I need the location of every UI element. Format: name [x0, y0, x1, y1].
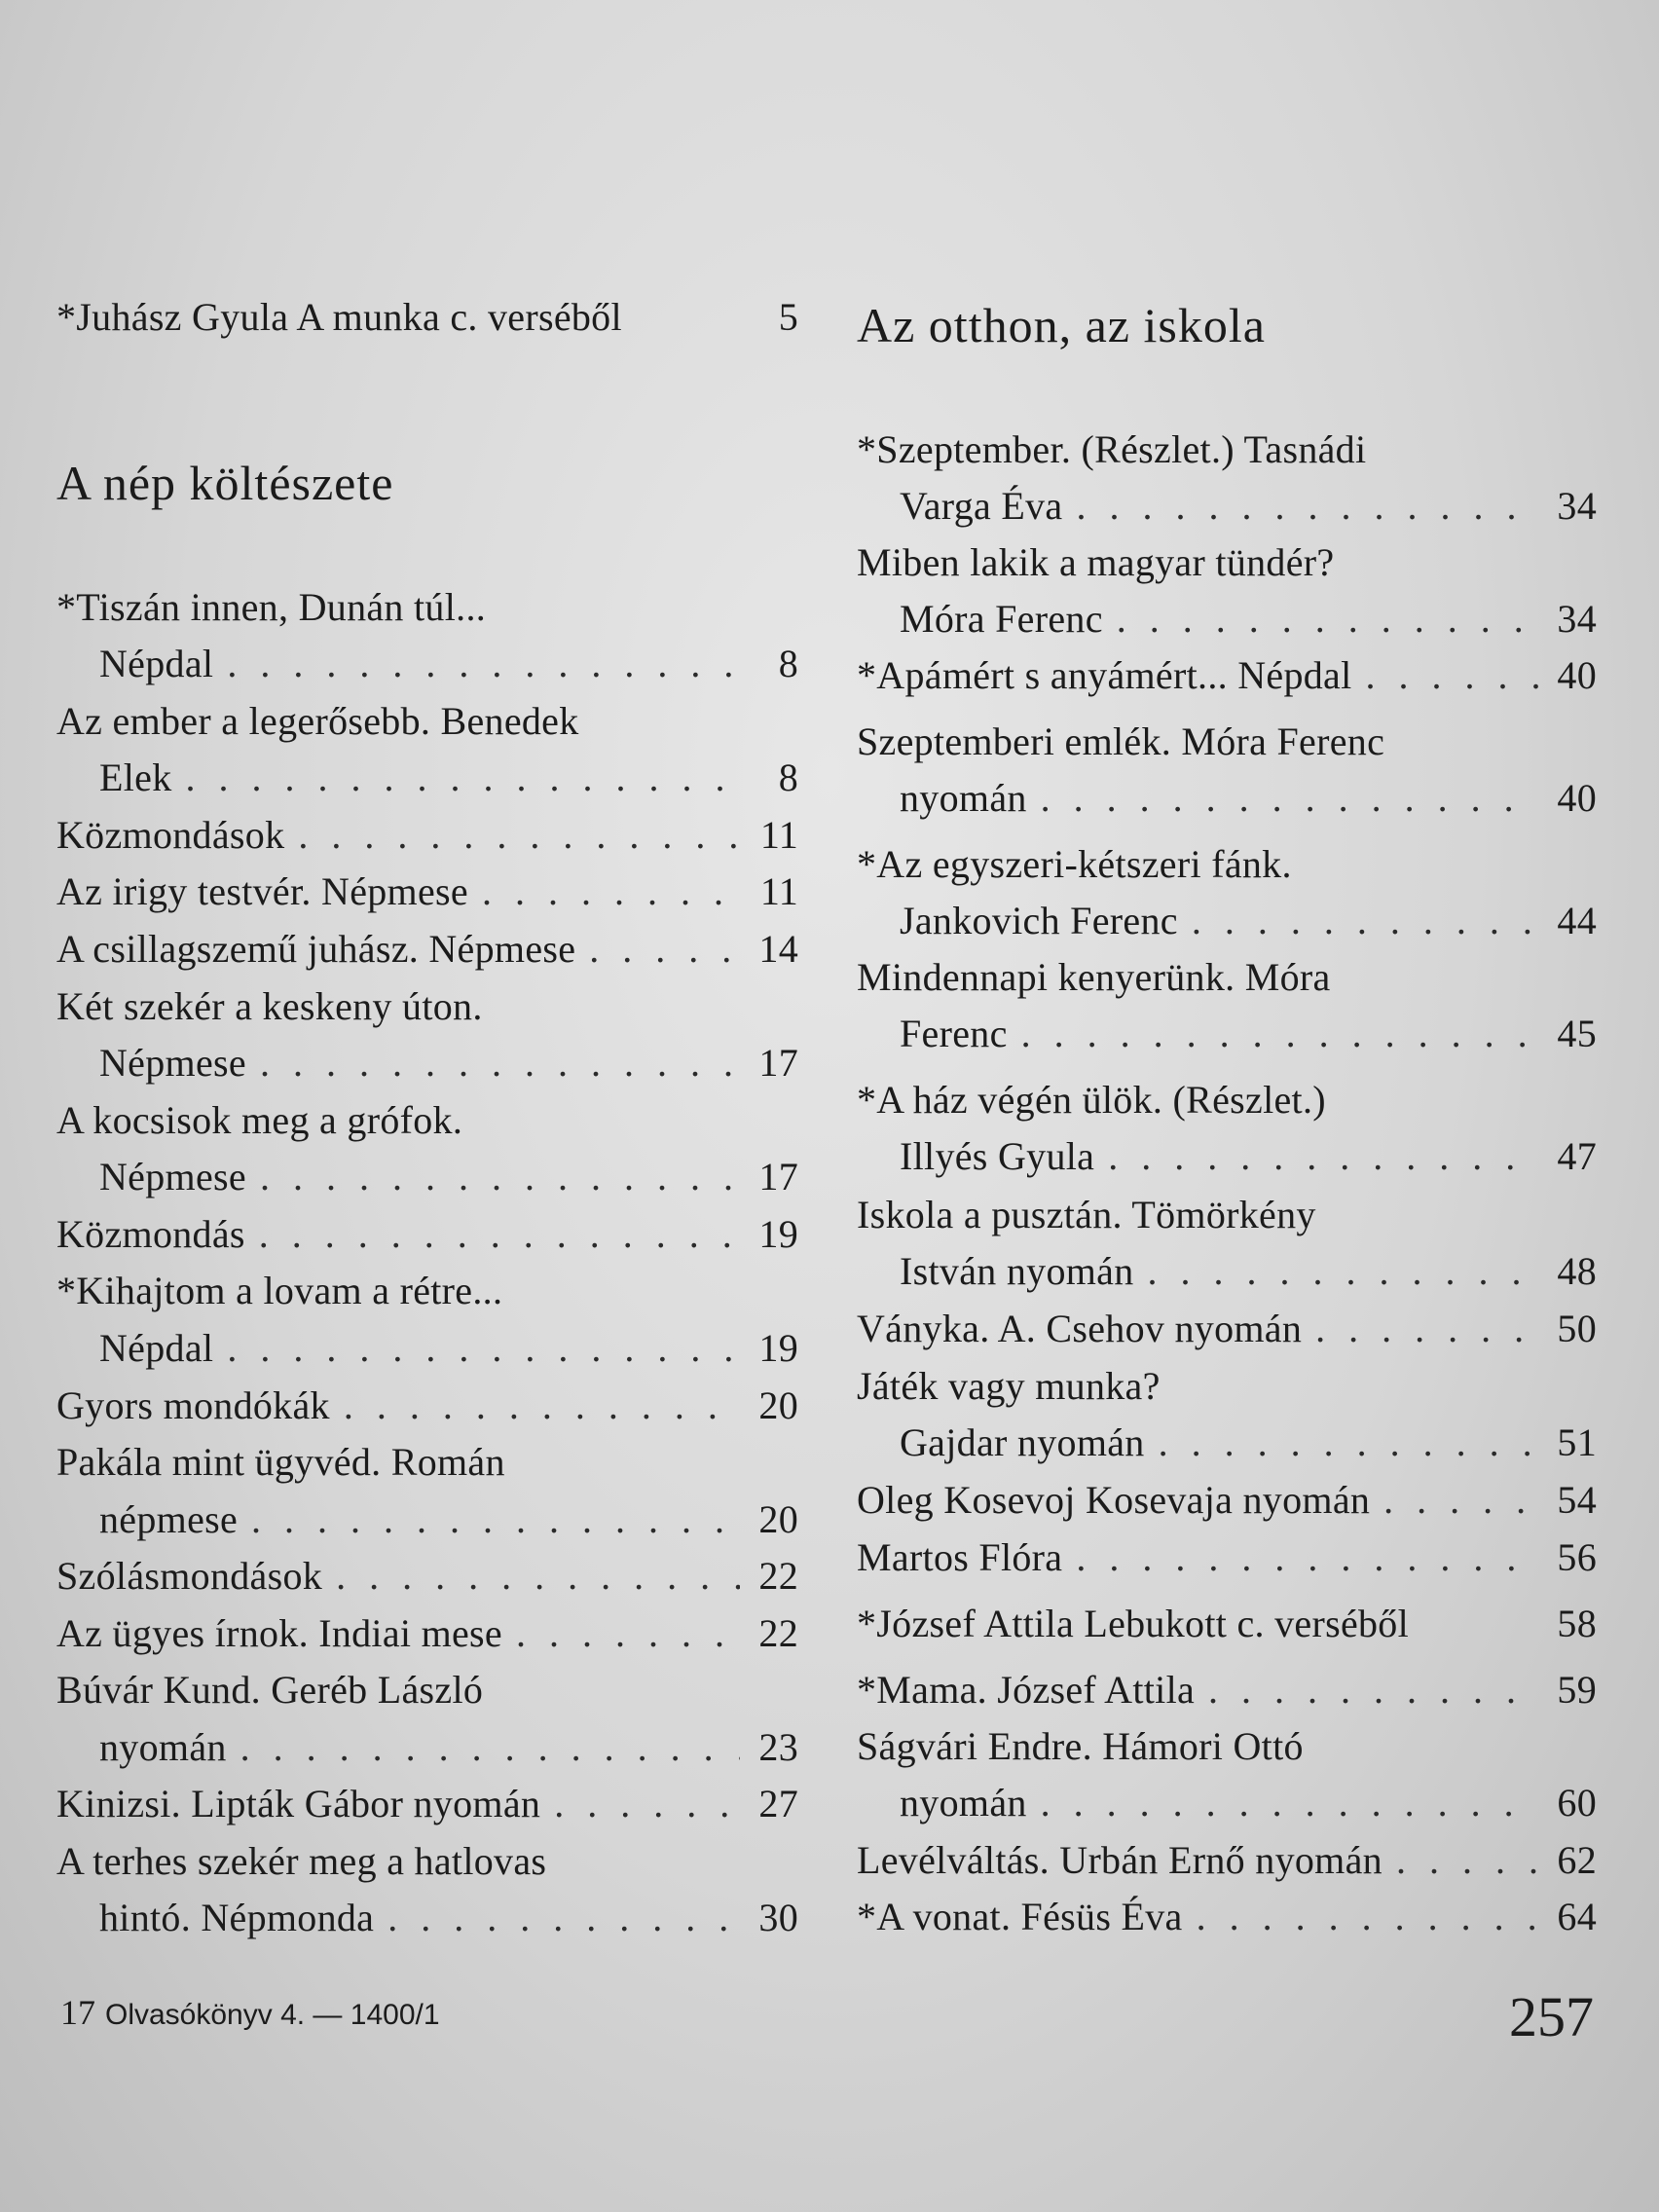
leader-dots	[554, 1781, 740, 1827]
toc-entry-cont	[56, 1154, 798, 1200]
toc-entry-cont	[857, 1011, 1597, 1057]
entry-title: *Apámért s anyámért... Népdal	[857, 653, 1352, 697]
toc-entry	[857, 652, 1597, 699]
leader-dots	[1208, 1667, 1538, 1714]
entry-page: 20	[758, 1383, 798, 1427]
printer-signature	[60, 1992, 440, 2033]
leader-dots	[1148, 1248, 1538, 1295]
entry-title: Ványka. A. Csehov nyomán	[857, 1307, 1303, 1350]
toc-entry: Játék vagy munka?	[857, 1364, 1161, 1408]
leader-dots	[1159, 1419, 1538, 1466]
entry-page: 20	[758, 1497, 798, 1541]
toc-entry-cont	[857, 898, 1597, 944]
entry-page: 40	[1557, 776, 1597, 820]
toc-entry	[857, 1894, 1597, 1940]
section-heading-otthon-iskola: Az otthon, az iskola	[857, 298, 1266, 352]
toc-entry: A terhes szekér meg a hatlovas	[56, 1839, 547, 1883]
entry-title: A csillagszemű juhász. Népmese	[56, 927, 576, 971]
entry-title: Illyés Gyula	[900, 1134, 1095, 1178]
section-heading-nep-kolteszete: A nép költészete	[56, 456, 394, 510]
leader-dots	[1117, 596, 1538, 643]
leader-dots	[1396, 1837, 1538, 1884]
toc-entry	[56, 1382, 798, 1429]
entry-title: István nyomán	[900, 1249, 1134, 1293]
leader-dots	[259, 1211, 740, 1258]
leader-dots	[1021, 1011, 1538, 1057]
entry-page: 14	[758, 927, 798, 971]
entry-title: *A vonat. Fésüs Éva	[857, 1895, 1183, 1938]
signature-number: 17	[60, 1993, 95, 2032]
leader-dots	[260, 1040, 740, 1087]
entry-page: 23	[758, 1725, 798, 1769]
entry-page: 40	[1557, 653, 1597, 697]
toc-entry: *A ház végén ülök. (Részlet.)	[857, 1078, 1326, 1122]
entry-page: 11	[759, 813, 798, 857]
leader-dots	[589, 926, 740, 973]
toc-entry-cont	[56, 641, 798, 687]
toc-entry: Két szekér a keskeny úton.	[56, 984, 483, 1028]
entry-title: Varga Éva	[900, 484, 1063, 528]
entry-title: Ferenc	[900, 1012, 1008, 1055]
leader-dots	[1315, 1306, 1538, 1352]
entry-title: Szólásmondások	[56, 1554, 323, 1598]
toc-entry	[56, 1781, 798, 1827]
toc-entry	[857, 1667, 1597, 1714]
entry-page: 34	[1557, 484, 1597, 528]
entry-title: Gajdar nyomán	[900, 1420, 1145, 1464]
toc-entry-cont	[56, 1496, 798, 1543]
entry-title: Népdal	[99, 1326, 214, 1370]
leader-dots	[1108, 1133, 1538, 1180]
entry-page: 48	[1557, 1249, 1597, 1293]
leader-dots	[1197, 1894, 1538, 1940]
toc-entry-cont	[857, 1419, 1597, 1466]
entry-page: 58	[1557, 1602, 1597, 1645]
toc-entry-cont	[56, 1325, 798, 1372]
entry-title: hintó. Népmonda	[99, 1896, 375, 1939]
signature-text: Olvasókönyv 4. — 1400/1	[105, 1999, 440, 2031]
entry-page: 56	[1557, 1535, 1597, 1579]
leader-dots	[336, 1553, 740, 1600]
toc-entry-cont	[857, 1133, 1597, 1180]
leader-dots	[1041, 1780, 1538, 1826]
toc-entry	[857, 1837, 1597, 1884]
toc-entry	[857, 1477, 1597, 1524]
entry-title: Népmese	[99, 1155, 246, 1198]
leader-dots	[298, 812, 740, 859]
entry-page: 5	[778, 295, 798, 339]
entry-title: nyomán	[900, 1781, 1027, 1825]
entry-title: nyomán	[99, 1725, 227, 1769]
entry-page: 22	[758, 1611, 798, 1655]
entry-page: 34	[1557, 597, 1597, 641]
entry-title: Közmondás	[56, 1212, 245, 1256]
toc-entry: Pakála mint ügyvéd. Román	[56, 1440, 505, 1484]
toc-entry	[56, 1553, 798, 1600]
entry-page: 51	[1557, 1420, 1597, 1464]
entry-title: Gyors mondókák	[56, 1383, 330, 1427]
leader-dots	[227, 641, 740, 687]
toc-entry: Miben lakik a magyar tündér?	[857, 540, 1335, 584]
entry-title: *József Attila Lebukott c. verséből	[857, 1602, 1410, 1645]
leader-dots	[260, 1154, 740, 1200]
toc-entry: Iskola a pusztán. Tömörkény	[857, 1193, 1316, 1236]
entry-title: Martos Flóra	[857, 1535, 1063, 1579]
leader-dots	[1366, 652, 1538, 699]
entry-page: 62	[1557, 1838, 1597, 1882]
toc-entry: A kocsisok meg a grófok.	[56, 1098, 463, 1142]
toc-entry: *Szeptember. (Részlet.) Tasnádi	[857, 427, 1367, 471]
entry-title: Jankovich Ferenc	[900, 899, 1178, 942]
toc-entry: Szeptemberi emlék. Móra Ferenc	[857, 719, 1385, 763]
leader-dots	[387, 1895, 740, 1941]
toc-entry: *Az egyszeri-kétszeri fánk.	[857, 842, 1292, 886]
toc-entry-cont	[857, 775, 1597, 822]
leader-dots	[1076, 1534, 1538, 1581]
entry-title: Népmese	[99, 1041, 246, 1085]
toc-entry	[56, 926, 798, 973]
toc-entry-cont	[857, 483, 1597, 530]
entry-title: népmese	[99, 1497, 239, 1541]
entry-title: Kinizsi. Lipták Gábor nyomán	[56, 1782, 541, 1825]
leader-dots	[344, 1382, 740, 1429]
toc-entry	[56, 868, 798, 915]
leader-dots	[1383, 1477, 1538, 1524]
toc-entry	[56, 1211, 798, 1258]
intro-entry	[56, 294, 798, 341]
entry-page: 8	[778, 642, 798, 685]
entry-page: 11	[759, 869, 798, 913]
entry-page: 47	[1557, 1134, 1597, 1178]
entry-title: nyomán	[900, 776, 1027, 820]
leader-dots	[482, 868, 740, 915]
toc-entry-cont	[56, 755, 798, 801]
toc-entry	[56, 812, 798, 859]
entry-page: 19	[758, 1326, 798, 1370]
toc-entry-cont	[56, 1724, 798, 1771]
entry-page: 17	[758, 1155, 798, 1198]
entry-page: 8	[778, 756, 798, 799]
entry-page: 60	[1557, 1781, 1597, 1825]
toc-entry: Az ember a legerősebb. Benedek	[56, 699, 579, 743]
toc-entry: *Tiszán innen, Dunán túl...	[56, 585, 487, 629]
toc-entry-cont	[56, 1895, 798, 1941]
entry-page: 17	[758, 1041, 798, 1085]
entry-page: 22	[758, 1554, 798, 1598]
entry-title: Elek	[99, 756, 172, 799]
toc-entry-cont	[857, 1780, 1597, 1826]
page-number: 257	[1509, 1985, 1594, 2048]
entry-title: Közmondások	[56, 813, 285, 857]
toc-entry-cont	[857, 596, 1597, 643]
toc-entry: Ságvári Endre. Hámori Ottó	[857, 1724, 1304, 1768]
toc-entry-cont	[56, 1040, 798, 1087]
toc-entry	[857, 1601, 1597, 1647]
leader-dots	[227, 1325, 740, 1372]
entry-title: *Mama. József Attila	[857, 1668, 1196, 1712]
entry-page: 45	[1557, 1012, 1597, 1055]
toc-entry-cont	[857, 1248, 1597, 1295]
leader-dots	[251, 1496, 740, 1543]
entry-page: 64	[1557, 1895, 1597, 1938]
entry-page: 19	[758, 1212, 798, 1256]
entry-title: Az ügyes írnok. Indiai mese	[56, 1611, 502, 1655]
entry-title: Népdal	[99, 642, 214, 685]
leader-dots	[1192, 898, 1538, 944]
toc-entry	[857, 1306, 1597, 1352]
entry-title: Levélváltás. Urbán Ernő nyomán	[857, 1838, 1382, 1882]
entry-title: *Juhász Gyula A munka c. verséből	[56, 295, 622, 339]
entry-title: Móra Ferenc	[900, 597, 1103, 641]
leader-dots	[1076, 483, 1538, 530]
toc-entry: *Kihajtom a lovam a rétre...	[56, 1269, 503, 1312]
entry-page: 50	[1557, 1307, 1597, 1350]
entry-page: 54	[1557, 1478, 1597, 1522]
entry-title: Oleg Kosevoj Kosevaja nyomán	[857, 1478, 1371, 1522]
entry-page: 44	[1557, 899, 1597, 942]
toc-entry	[857, 1534, 1597, 1581]
leader-dots	[516, 1610, 740, 1657]
toc-entry	[56, 1610, 798, 1657]
entry-page: 27	[758, 1782, 798, 1825]
leader-dots	[186, 755, 740, 801]
leader-dots	[1041, 775, 1538, 822]
entry-page: 30	[758, 1896, 798, 1939]
leader-dots	[240, 1724, 740, 1771]
toc-entry: Búvár Kund. Geréb László	[56, 1668, 484, 1712]
entry-title: Az irigy testvér. Népmese	[56, 869, 468, 913]
toc-entry: Mindennapi kenyerünk. Móra	[857, 955, 1331, 999]
entry-page: 59	[1557, 1668, 1597, 1712]
